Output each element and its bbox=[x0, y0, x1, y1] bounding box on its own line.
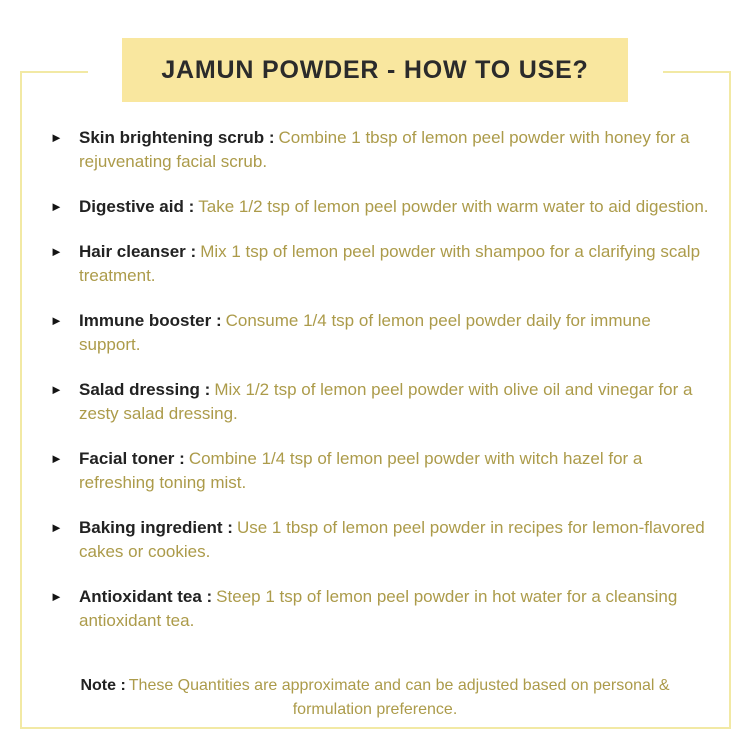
bottom-note bbox=[70, 674, 680, 722]
note-text: These Quantities are approximate and can be adjusted based on personal & formulation preference. bbox=[128, 677, 670, 718]
usage-list-item bbox=[50, 240, 710, 288]
frame-line-right bbox=[729, 71, 731, 729]
usage-item-description: Mix 1 tsp of lemon peel powder with shampoo for a clarifying scalp treatment. bbox=[79, 242, 701, 285]
usage-item-label: Baking ingredient : bbox=[79, 518, 233, 537]
note-label: Note : bbox=[80, 677, 126, 694]
arrow-bullet-icon: ► bbox=[50, 199, 63, 214]
frame-line-left bbox=[20, 71, 22, 729]
title-banner bbox=[122, 38, 628, 102]
arrow-bullet-icon: ► bbox=[50, 589, 63, 604]
usage-item-description: Combine 1/4 tsp of lemon peel powder with witch hazel for a refreshing toning mist. bbox=[79, 449, 643, 492]
arrow-bullet-icon: ► bbox=[50, 451, 63, 466]
usage-item-text bbox=[79, 240, 709, 288]
arrow-bullet-icon: ► bbox=[50, 520, 63, 535]
usage-item-label: Hair cleanser : bbox=[79, 242, 197, 261]
frame-line-top-right bbox=[663, 71, 731, 73]
usage-list-item bbox=[50, 516, 710, 564]
usage-item-label: Digestive aid : bbox=[79, 197, 195, 216]
usage-item-label: Salad dressing : bbox=[79, 380, 211, 399]
arrow-bullet-icon: ► bbox=[50, 130, 63, 145]
usage-item-text bbox=[79, 195, 709, 219]
usage-item-text bbox=[79, 378, 709, 426]
usage-item-label: Facial toner : bbox=[79, 449, 185, 468]
usage-list-item bbox=[50, 585, 710, 633]
usage-list-item bbox=[50, 447, 710, 495]
usage-item-label: Immune booster : bbox=[79, 311, 222, 330]
usage-item-description: Take 1/2 tsp of lemon peel powder with warm water to aid digestion. bbox=[198, 197, 709, 216]
usage-list bbox=[50, 126, 710, 654]
arrow-bullet-icon: ► bbox=[50, 313, 63, 328]
usage-item-text bbox=[79, 585, 709, 633]
usage-list-item bbox=[50, 378, 710, 426]
arrow-bullet-icon: ► bbox=[50, 244, 63, 259]
frame-line-top-left bbox=[20, 71, 88, 73]
usage-item-text bbox=[79, 126, 709, 174]
usage-list-item bbox=[50, 195, 710, 219]
frame-line-bottom bbox=[20, 727, 731, 729]
usage-item-text bbox=[79, 309, 709, 357]
usage-item-description: Steep 1 tsp of lemon peel powder in hot water for a cleansing antioxidant tea. bbox=[79, 587, 678, 630]
usage-item-label: Antioxidant tea : bbox=[79, 587, 213, 606]
usage-item-description: Combine 1 tbsp of lemon peel powder with honey for a rejuvenating facial scrub. bbox=[79, 128, 690, 171]
usage-item-text bbox=[79, 447, 709, 495]
usage-item-label: Skin brightening scrub : bbox=[79, 128, 275, 147]
arrow-bullet-icon: ► bbox=[50, 382, 63, 397]
usage-list-item bbox=[50, 309, 710, 357]
page-title: JAMUN POWDER - HOW TO USE? bbox=[161, 55, 589, 84]
usage-item-description: Consume 1/4 tsp of lemon peel powder daily for immune support. bbox=[79, 311, 651, 354]
usage-list-item bbox=[50, 126, 710, 174]
usage-item-description: Use 1 tbsp of lemon peel powder in recipes for lemon-flavored cakes or cookies. bbox=[79, 518, 705, 561]
usage-item-description: Mix 1/2 tsp of lemon peel powder with olive oil and vinegar for a zesty salad dressing. bbox=[79, 380, 693, 423]
usage-item-text bbox=[79, 516, 709, 564]
